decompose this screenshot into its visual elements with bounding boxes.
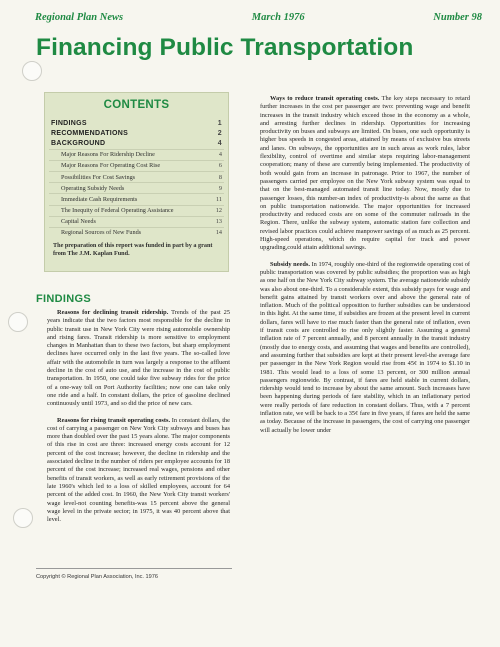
toc-item-page: 6 [218,162,222,170]
toc-item-page: 14 [215,229,222,237]
toc-item [49,128,224,138]
toc-item-label: FINDINGS [51,119,87,127]
toc-item [49,149,224,160]
toc-item-page: 12 [215,207,222,215]
toc-item-page: 4 [218,151,222,159]
paragraph-ridership [47,309,230,409]
toc-item-page: 11 [216,195,222,203]
toc-item-page: 8 [218,173,222,181]
paragraph-lead: Reasons for declining transit ridership. [57,309,169,316]
punch-hole-middle [8,312,28,332]
toc-item [49,160,224,171]
paragraph-lead: Reasons for rising transit operating costs. [57,416,171,424]
paragraph-text: Trends of the past 25 years indicate that the two factors most responsible for the decline in public transit use in New York City were rising automobile ownership and rising fares. Transit ridership is more sensitive to employment changes in Manhattan than to these two factors, but sharp employment declines have occurred only in the last five years. The so-called love affair with the automobile in turn was largely a response to the affluent decline in the cost of auto use, and the increase in the cost of public transportation. In 1950, one could take five subway rides for the price of a one-way toll on Port Authority facilities; now one can take only one ride and a half. In constant dollars, the price of gasoline declined continuously until 1973, and so did the price of new cars. [47,309,231,408]
toc-item-page: 2 [217,129,222,137]
page-title: Financing Public Transportation [36,34,414,61]
toc-item-page: 4 [217,139,222,147]
funding-note: The preparation of this report was funded in part by a grant from The J.M. Kaplan Fund. [53,242,213,257]
toc-item-label: RECOMMENDATIONS [51,129,129,137]
toc-item [49,227,224,238]
toc-item [49,216,224,227]
issue-number: Number 98 [433,12,482,23]
toc-item [49,171,224,182]
toc-item [49,193,224,204]
masthead [35,12,482,23]
toc-item-label: Capital Needs [61,218,96,226]
toc-item [49,205,224,216]
left-column [47,309,230,532]
toc-item [49,182,224,193]
toc-item-label: Possibilities For Cost Savings [61,173,136,181]
toc-item-page: 1 [217,119,222,127]
toc-item-label: Operating Subsidy Needs [61,184,125,192]
toc-item-page: 13 [215,218,222,226]
findings-heading: FINDINGS [36,293,91,305]
footer-divider [36,568,232,569]
paragraph-lead: Ways to reduce transit operating costs. [270,95,380,102]
toc-item-label: The Inequity of Federal Operating Assistance [61,207,174,215]
copyright: Copyright © Regional Plan Association, Inc. 1976 [36,574,158,580]
paragraph-subsidy [260,261,470,435]
paragraph-lead: Subsidy needs. [270,260,310,268]
toc-item-label: Major Reasons For Operating Cost Rise [61,162,161,170]
issue-date: March 1976 [251,12,305,23]
right-column [260,95,470,443]
publication-name: Regional Plan News [35,12,124,23]
paragraph-text: The key steps necessary to retard further increases in the cost per passenger are two: preventing wage and benefit increases in the transit industry which exceed those in the economy as a whole, and arresting further declines in ridership. Opportunities for increasing productivity on buses and subways are limited. On buses, one such opportunity is higher bus speeds in congested areas, attained by means of exclusive bus streets and lanes. On subways, the opportunities are in such areas as work rules, labor flexibility, control of overtime and similar steps requiring labor-management cooperation; many of these are currently being implemented. The productivity of both would gain from an increase in patronage. Prior to 1967, the number of passengers carried per employee on the New York subway system was equal to that on the best-managed automated transit line today. Now, mostly due to passenger losses, this number-an index of productivity-is about the same as that on public transportation nationwide. The major opportunities for increased productivity and reduced costs are on some of the commuter railroads in the Region. There, unlike the subway system, automatic station fare collection and revised labor practices could achieve manpower savings of as much as 25 percent. High-speed operations, which do require capital for track and power upgrading,could attain additional savings. [260,95,470,252]
paragraph-text: In constant dollars, the cost of carrying a passenger on New York City subways and buses has more than doubled over the past 15 years alone. The major components of this rise in cost are three: increased energy costs account for 12 percent of the cost increase; however, the decline in ridership and the associated decline in the number of riders per employee accounts for 18 percent of the cost increase; increased real wages, pensions and other benefits of transit workers, as well as early retirement provisions of the late 1960's which led to a loss of skilled employees, account for 64 percent of the added cost. In 1960, the New York City transit workers' wage level-not counting benefits-was 15 percent above the general wage level in the private sector; in 1975, it was 40 percent above that level. [47,416,231,524]
toc-item-page: 9 [218,184,222,192]
punch-hole-top [22,61,42,81]
toc-item-label: BACKGROUND [51,139,106,147]
contents-heading: CONTENTS [103,99,170,111]
paragraph-costs [47,417,230,525]
paragraph-reduce-costs [260,95,470,253]
contents-box [44,92,229,272]
paragraph-text: In 1974, roughly one-third of the regionwide operating cost of public transportation was covered by public subsidies; the proportion was as high as one half on the New York City subway system. The average nationwide subsidy was also about one-third. To a considerable extent, this subsidy pays for wage and benefit gains attained by transit workers over and above the general rate of inflation. Much of the political opposition to further subsidies can be understood in this light. At the same time, if subsidies are frozen at the present level in current dollars, fares will have to rise much faster than the general rate of inflation, even if transit costs are controlled to rise only slightly faster. Assuming a general inflation rate of 7 percent annually, and 8 percent annually in the transit industry (mostly due to energy costs, and assuming that wages and benefits are controlled), and assuming further that subsidies are kept at their present level-the average fare per passenger in the New York Region would rise from 45¢ in 1974 to $1.10 in 1981. This would lead to a loss of some 13 percent, or 300 million annual passengers regionwide. By contrast, if fares are held stable in current dollars, ridership would tend to increase by about the same amount. Such increases have been happening during periods of fare stability, which in an inflationary period were really periods of fare reduction in constant dollars. Thus, with a 7 percent inflation rate, we will be back to a 35¢ fare in five years, if fares are held the same as today. Because of the increase in passengers, the cost of carrying one passenger will actually be lower under [260,260,471,434]
toc-item-label: Regional Sources of New Funds [61,229,142,237]
table-of-contents [49,118,224,238]
toc-item-label: Major Reasons For Ridership Decline [61,151,155,159]
punch-hole-bottom [13,508,33,528]
toc-item-label: Immediate Cash Requirements [61,195,138,203]
toc-item [49,138,224,148]
toc-item [49,118,224,128]
